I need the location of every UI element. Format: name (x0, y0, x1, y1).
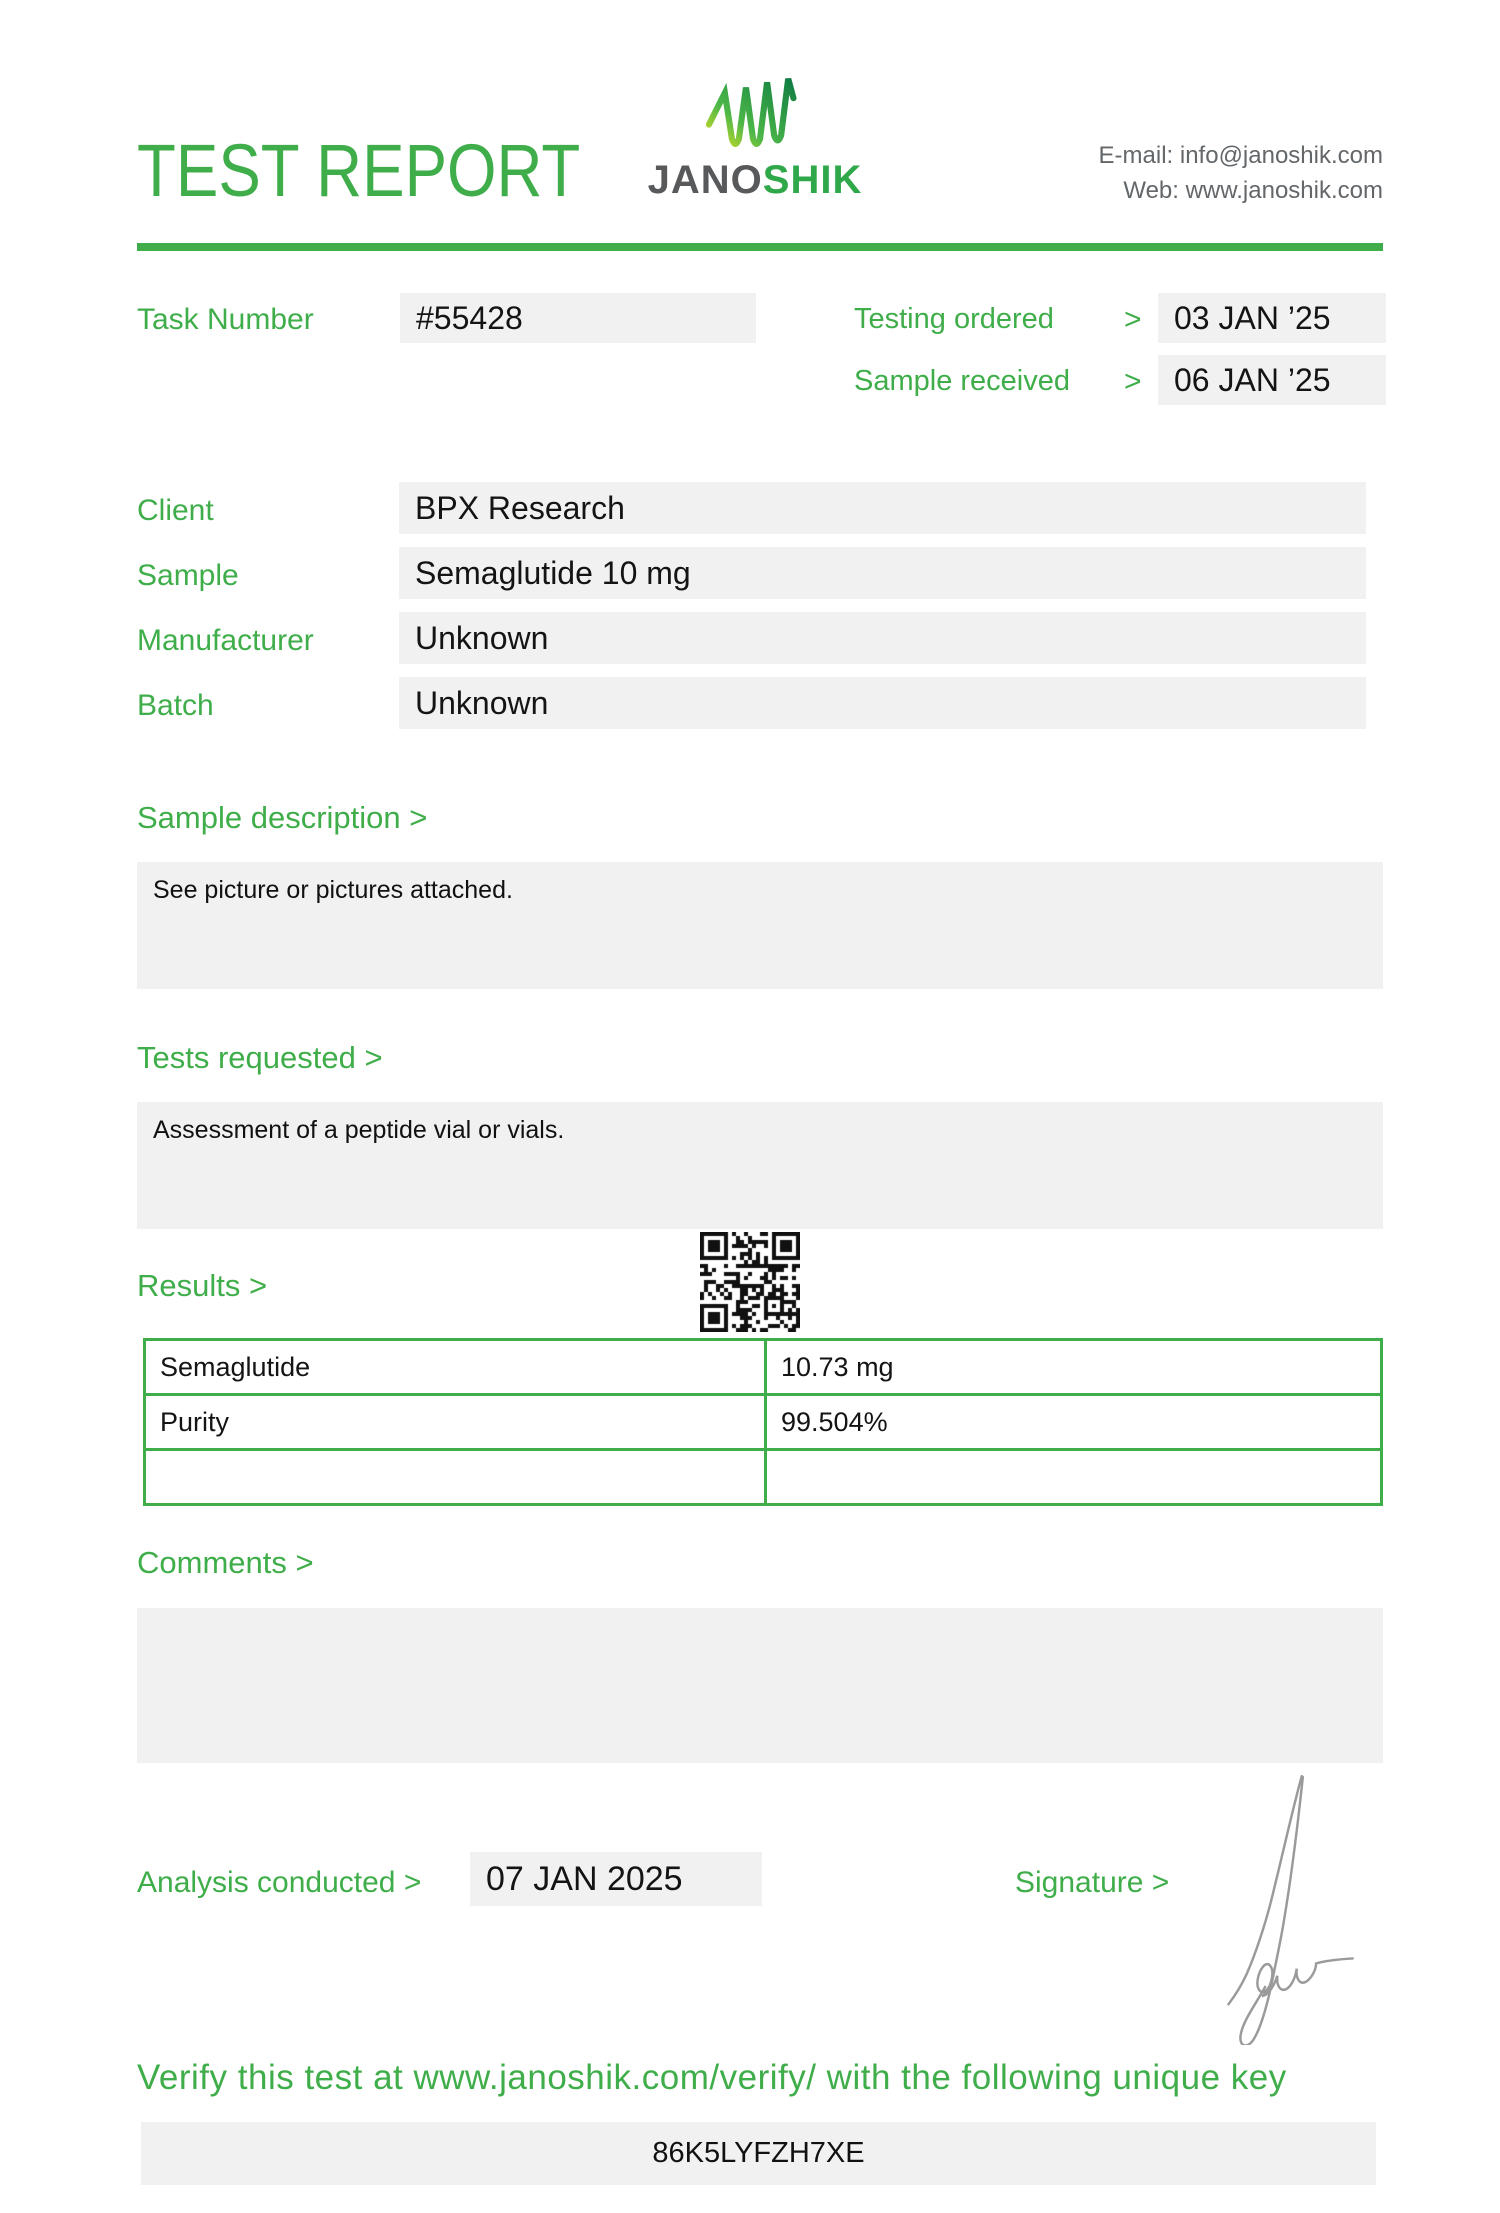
sample-description-box (137, 862, 1383, 989)
tests-requested-box (137, 1102, 1383, 1229)
sample-label: Sample (137, 559, 239, 592)
logo-text-shik: SHIK (762, 158, 863, 202)
testing-ordered-label: Testing ordered (854, 303, 1054, 335)
analysis-conducted-label: Analysis conducted > (137, 1866, 422, 1899)
manufacturer-value: Unknown (399, 612, 1366, 664)
sample-description-heading: Sample description > (137, 800, 428, 835)
task-number-label: Task Number (137, 303, 314, 336)
janoshik-logo-text (630, 158, 880, 203)
result-row (145, 1395, 1382, 1450)
sample-value: Semaglutide 10 mg (399, 547, 1366, 599)
result-name-cell: Purity (145, 1395, 766, 1450)
header-divider (137, 243, 1383, 251)
manufacturer-label: Manufacturer (137, 624, 314, 657)
comments-heading: Comments > (137, 1545, 314, 1580)
comments-box (137, 1608, 1383, 1763)
qr-code (700, 1232, 800, 1332)
result-value-cell: 99.504% (766, 1395, 1382, 1450)
unique-key-value: 86K5LYFZH7XE (652, 2137, 865, 2169)
batch-value: Unknown (399, 677, 1366, 729)
contact-block (1099, 138, 1383, 208)
unique-key-box (141, 2122, 1376, 2185)
results-heading: Results > (137, 1268, 268, 1303)
sample-description-text: See picture or pictures attached. (153, 876, 513, 904)
result-name-cell: Semaglutide (145, 1340, 766, 1395)
signature-image (1198, 1770, 1373, 2045)
result-value-cell: 10.73 mg (766, 1340, 1382, 1395)
sample-received-arrow-icon: > (1124, 365, 1142, 398)
sample-received-label: Sample received (854, 365, 1070, 397)
janoshik-logo-icon (698, 70, 808, 158)
page-title: TEST REPORT (137, 129, 581, 212)
batch-label: Batch (137, 689, 214, 722)
result-row (145, 1450, 1382, 1505)
testing-ordered-arrow-icon: > (1124, 303, 1142, 336)
task-number-value: #55428 (400, 293, 756, 343)
sample-received-value: 06 JAN ’25 (1158, 355, 1386, 405)
tests-requested-heading: Tests requested > (137, 1040, 383, 1075)
client-value: BPX Research (399, 482, 1366, 534)
contact-email: E-mail: info@janoshik.com (1098, 142, 1383, 169)
signature-label: Signature > (1015, 1866, 1170, 1899)
analysis-date-value: 07 JAN 2025 (470, 1852, 762, 1906)
testing-ordered-value: 03 JAN ’25 (1158, 293, 1386, 343)
result-value-cell (766, 1450, 1382, 1505)
result-name-cell (145, 1450, 766, 1505)
verify-text: Verify this test at www.janoshik.com/verify/ with the following unique key (137, 2058, 1287, 2097)
result-row (145, 1340, 1382, 1395)
client-label: Client (137, 494, 214, 527)
logo-text-jano: JANO (647, 158, 763, 202)
tests-requested-text: Assessment of a peptide vial or vials. (153, 1116, 565, 1144)
contact-web: Web: www.janoshik.com (1123, 177, 1383, 204)
results-table (143, 1338, 1383, 1506)
